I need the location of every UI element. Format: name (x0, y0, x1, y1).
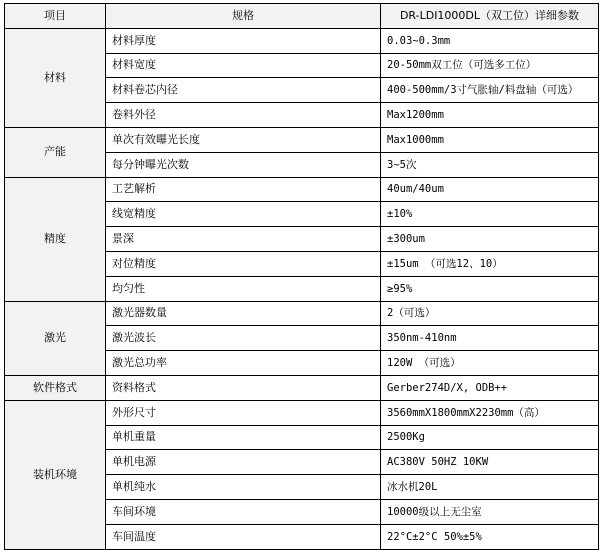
spec-cell: 景深 (106, 227, 381, 252)
spec-cell: 资料格式 (106, 375, 381, 400)
table-row (5, 301, 599, 326)
value-cell: 2500Kg (381, 425, 599, 450)
category-cell: 精度 (5, 177, 106, 301)
value-cell: 冰水机20L (381, 475, 599, 500)
spec-table (4, 3, 599, 550)
value-cell: Max1200mm (381, 103, 599, 128)
value-cell: 3560mmX1800mmX2230mm（高） (381, 400, 599, 425)
value-cell: ±10% (381, 202, 599, 227)
value-cell: Max1000mm (381, 127, 599, 152)
spec-cell: 外形尺寸 (106, 400, 381, 425)
spec-cell: 线宽精度 (106, 202, 381, 227)
value-cell: ±15um （可选12、10） (381, 251, 599, 276)
spec-cell: 激光波长 (106, 326, 381, 351)
value-cell: 350nm-410nm (381, 326, 599, 351)
spec-cell: 单次有效曝光长度 (106, 127, 381, 152)
value-cell: ≥95% (381, 276, 599, 301)
spec-cell: 材料宽度 (106, 53, 381, 78)
value-cell: Gerber274D/X, ODB++ (381, 375, 599, 400)
spec-cell: 激光总功率 (106, 351, 381, 376)
value-cell: 120W （可选） (381, 351, 599, 376)
header-item: 项目 (5, 4, 106, 29)
spec-cell: 对位精度 (106, 251, 381, 276)
category-cell: 产能 (5, 127, 106, 177)
value-cell: 10000级以上无尘室 (381, 499, 599, 524)
spec-cell: 卷料外径 (106, 103, 381, 128)
value-cell: 20-50mm双工位（可选多工位） (381, 53, 599, 78)
value-cell: AC380V 50HZ 10KW (381, 450, 599, 475)
category-cell: 软件格式 (5, 375, 106, 400)
category-cell: 材料 (5, 28, 106, 127)
header-detail: DR-LDI1000DL（双工位）详细参数 (381, 4, 599, 29)
spec-cell: 工艺解析 (106, 177, 381, 202)
value-cell: 2（可选） (381, 301, 599, 326)
table-row (5, 177, 599, 202)
value-cell: 0.03~0.3mm (381, 28, 599, 53)
value-cell: ±300um (381, 227, 599, 252)
table-row (5, 127, 599, 152)
category-cell: 激光 (5, 301, 106, 375)
header-row (5, 4, 599, 29)
spec-cell: 车间环境 (106, 499, 381, 524)
spec-cell: 单机电源 (106, 450, 381, 475)
header-spec: 规格 (106, 4, 381, 29)
spec-cell: 单机重量 (106, 425, 381, 450)
spec-cell: 材料厚度 (106, 28, 381, 53)
value-cell: 40um/40um (381, 177, 599, 202)
spec-cell: 激光器数量 (106, 301, 381, 326)
table-row (5, 28, 599, 53)
value-cell: 400-500mm/3寸气胀轴/料盘轴（可选） (381, 78, 599, 103)
spec-cell: 车间温度 (106, 524, 381, 549)
category-cell: 装机环境 (5, 400, 106, 549)
spec-cell: 单机纯水 (106, 475, 381, 500)
value-cell: 3~5次 (381, 152, 599, 177)
spec-cell: 每分钟曝光次数 (106, 152, 381, 177)
table-row (5, 375, 599, 400)
table-row (5, 400, 599, 425)
spec-cell: 材料卷芯内径 (106, 78, 381, 103)
value-cell: 22°C±2°C 50%±5% (381, 524, 599, 549)
spec-cell: 均匀性 (106, 276, 381, 301)
